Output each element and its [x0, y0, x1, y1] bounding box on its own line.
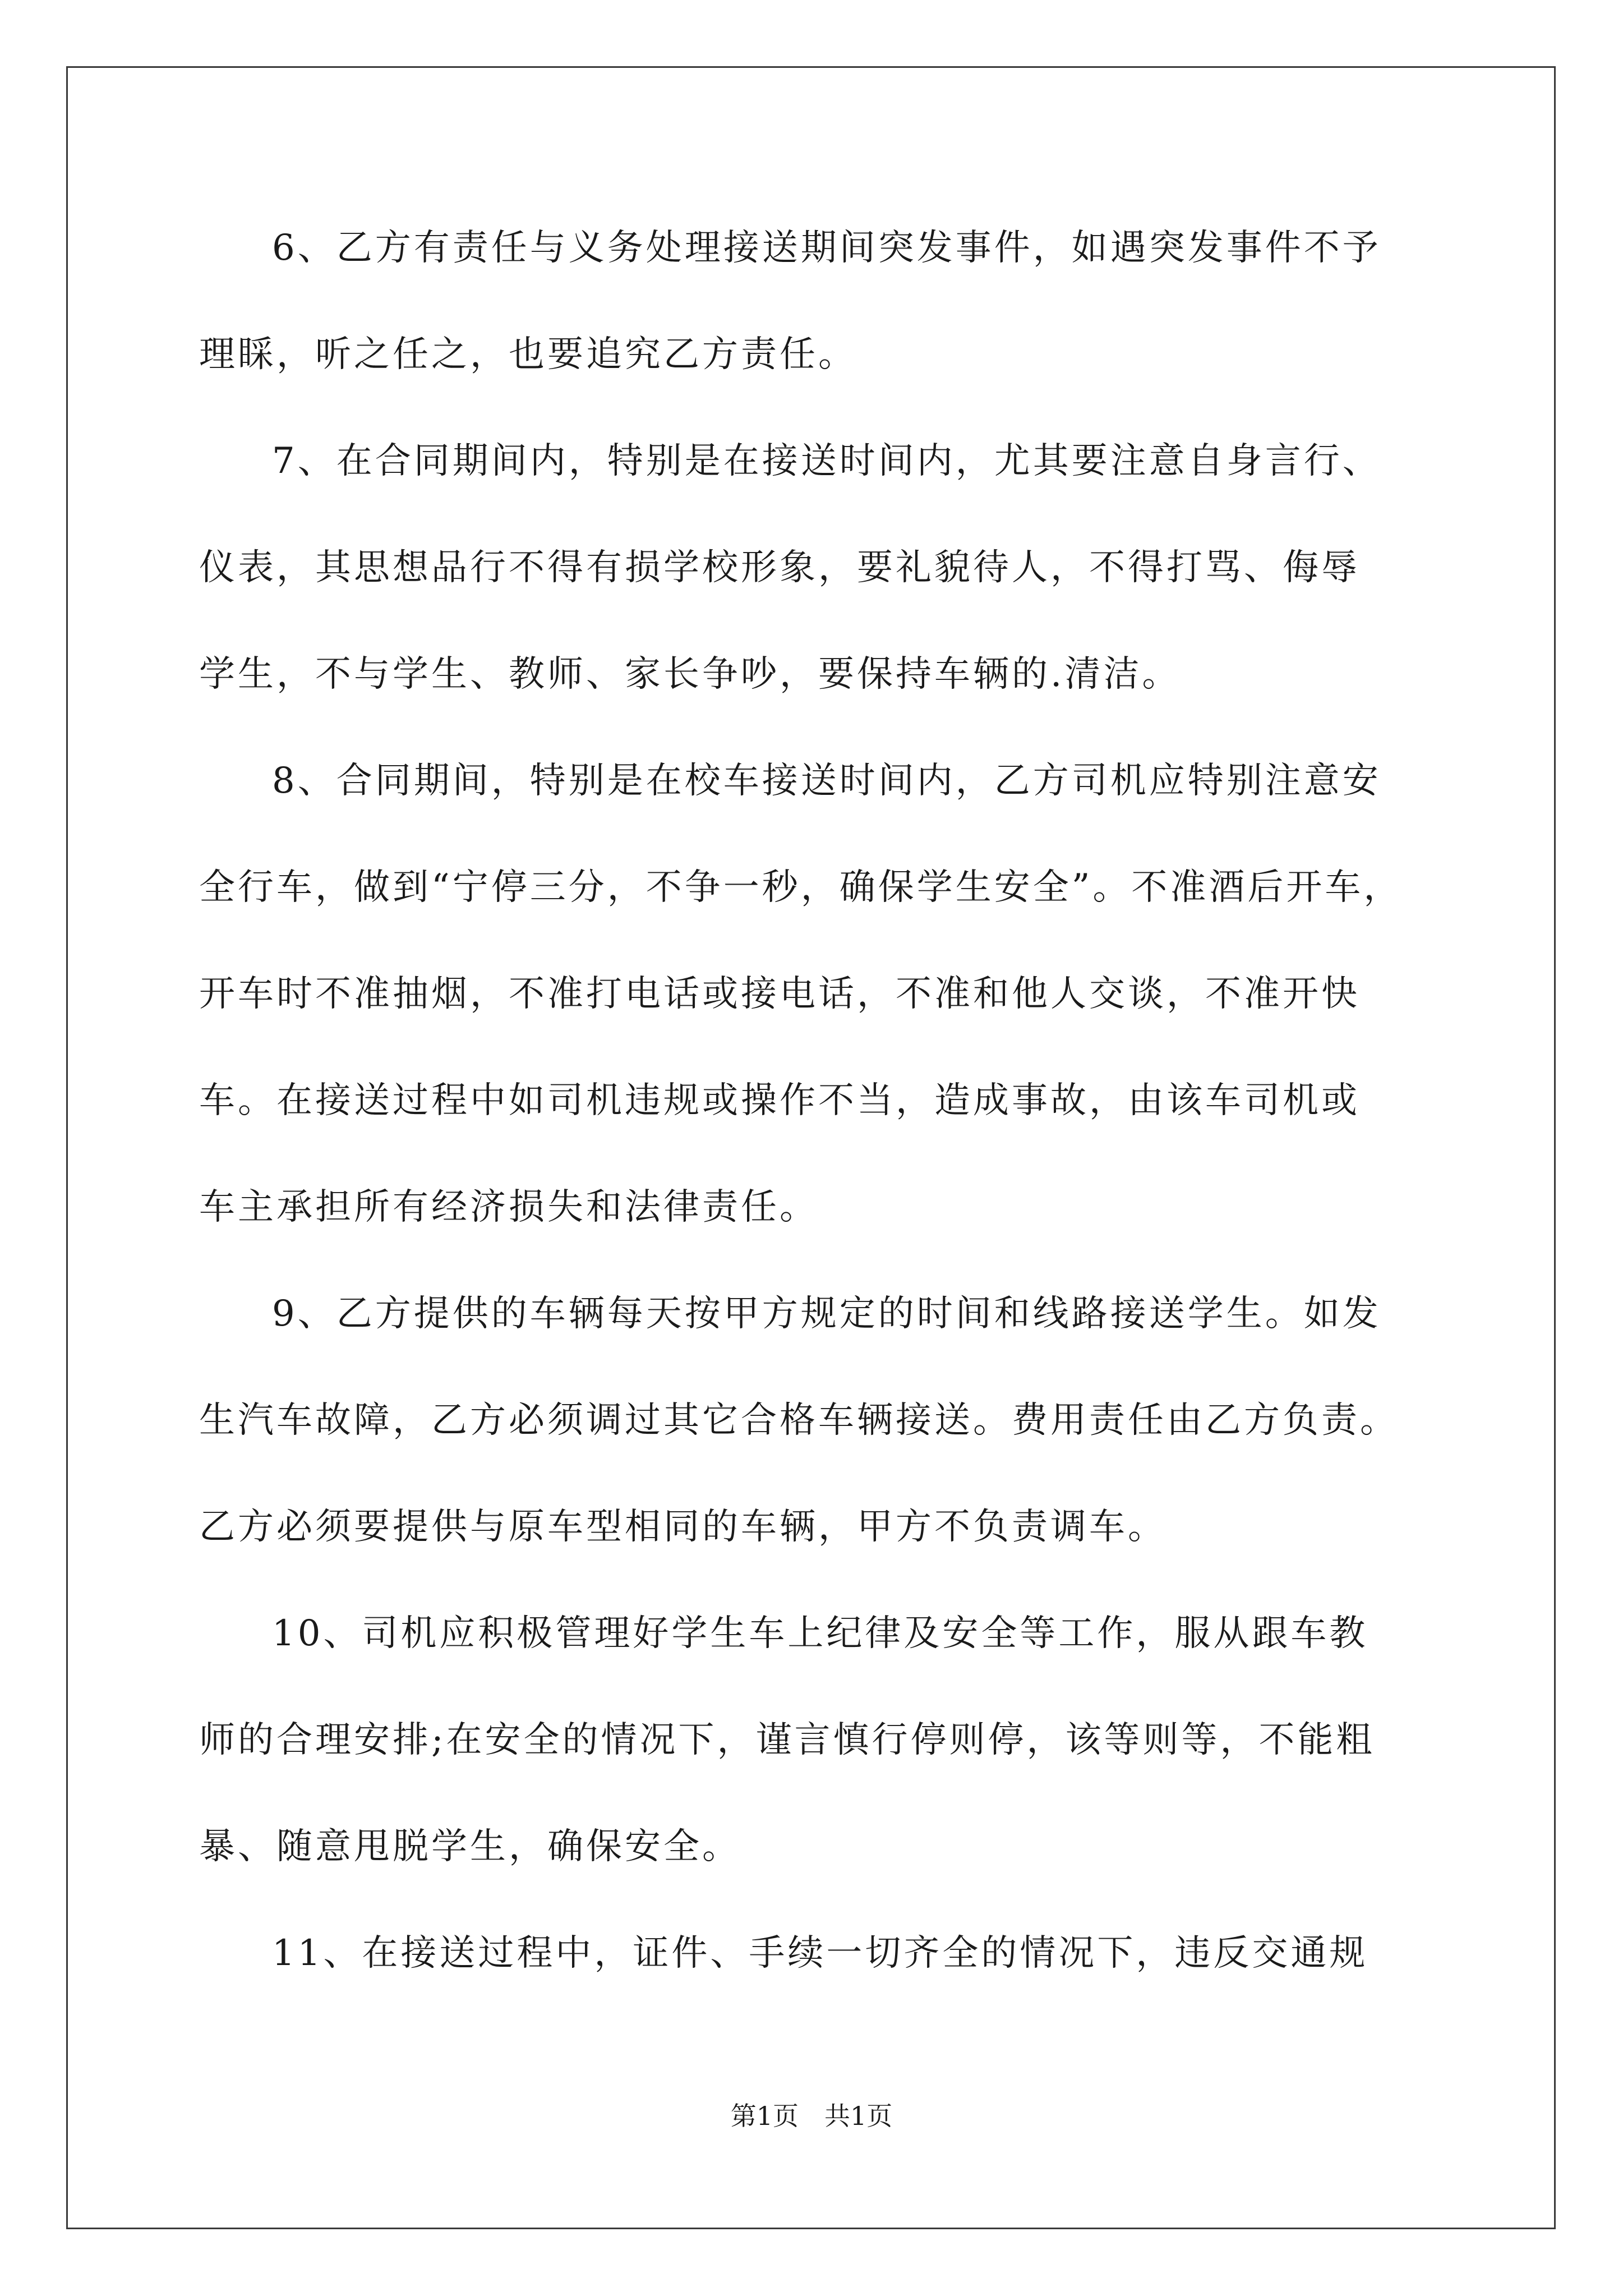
- text-line: 生汽车故障，乙方必须调过其它合格车辆接送。费用责任由乙方负责。: [199, 1400, 1399, 1441]
- text-line: 车主承担所有经济损失和法律责任。: [199, 1186, 818, 1228]
- page-border: [66, 66, 1556, 2229]
- text-line: 9、乙方提供的车辆每天按甲方规定的时间和线路接送学生。如发: [272, 1293, 1381, 1335]
- text-line: 暴、随意甩脱学生，确保安全。: [199, 1826, 741, 1867]
- text-line: 10、司机应积极管理好学生车上纪律及安全等工作，服从跟车教: [272, 1613, 1368, 1654]
- text-line: 车。在接送过程中如司机违规或操作不当，造成事故，由该车司机或: [199, 1080, 1360, 1121]
- text-line: 理睬，听之任之，也要追究乙方责任。: [199, 334, 857, 375]
- text-line: 乙方必须要提供与原车型相同的车辆，甲方不负责调车。: [199, 1506, 1166, 1548]
- text-line: 6、乙方有责任与义务处理接送期间突发事件，如遇突发事件不予: [272, 227, 1381, 269]
- text-line: 8、合同期间，特别是在校车接送时间内，乙方司机应特别注意安: [272, 760, 1381, 802]
- text-line: 11、在接送过程中，证件、手续一切齐全的情况下，违反交通规: [272, 1932, 1368, 1974]
- text-line: 师的合理安排;在安全的情况下，谨言慎行停则停，该等则等，不能粗: [199, 1719, 1375, 1761]
- text-line: 学生，不与学生、教师、家长争吵，要保持车辆的.清洁。: [199, 654, 1181, 695]
- text-line: 7、在合同期间内，特别是在接送时间内，尤其要注意自身言行、: [272, 440, 1381, 482]
- page-number: 第1页 共1页: [730, 2101, 893, 2131]
- text-line: 开车时不准抽烟，不准打电话或接电话，不准和他人交谈，不准开快: [199, 973, 1360, 1015]
- text-line: 仪表，其思想品行不得有损学校形象，要礼貌待人，不得打骂、侮辱: [199, 547, 1360, 588]
- text-line: 全行车，做到“宁停三分，不争一秒，确保学生安全”。不准酒后开车，: [199, 867, 1403, 908]
